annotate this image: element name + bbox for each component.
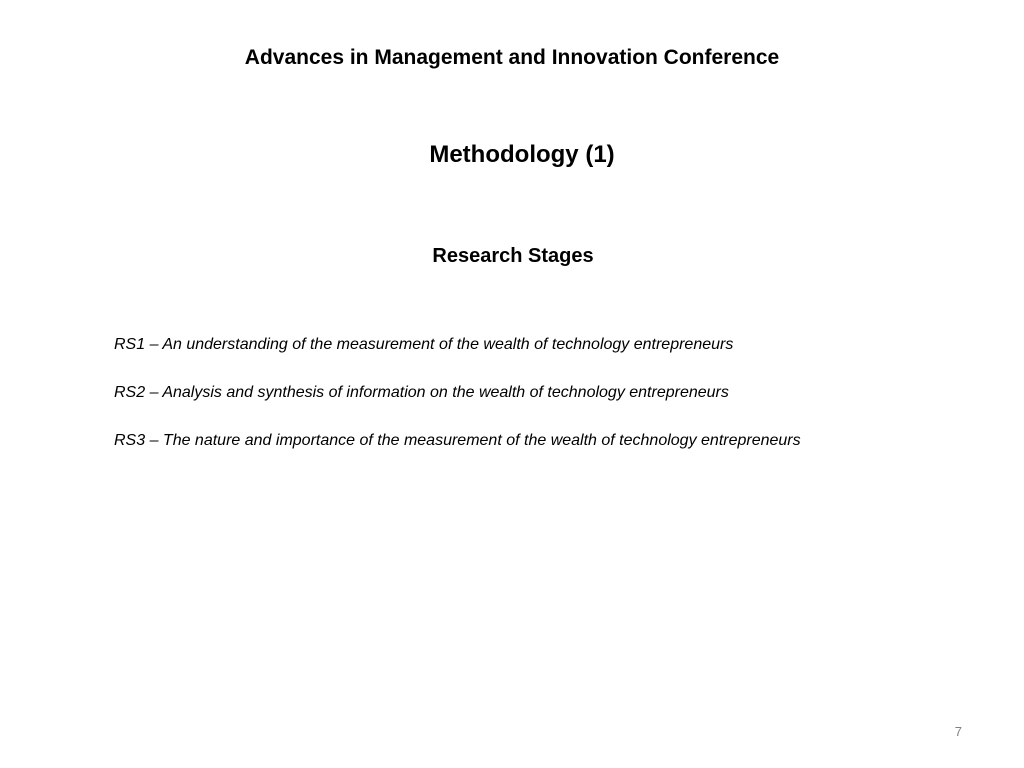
conference-title: Advances in Management and Innovation Conference xyxy=(244,46,780,69)
research-stage-rs3: RS3 – The nature and importance of the measurement of the wealth of technology entrepreneurs xyxy=(114,432,801,449)
page-number: 7 xyxy=(954,724,962,739)
research-stage-rs2: RS2 – Analysis and synthesis of information on the wealth of technology entrepreneurs xyxy=(114,384,729,401)
section-subtitle: Research Stages xyxy=(432,245,594,267)
slide-title: Methodology (1) xyxy=(429,141,615,168)
research-stage-rs1: RS1 – An understanding of the measurement of the wealth of technology entrepreneurs xyxy=(114,336,734,353)
research-stages-list xyxy=(114,334,994,478)
